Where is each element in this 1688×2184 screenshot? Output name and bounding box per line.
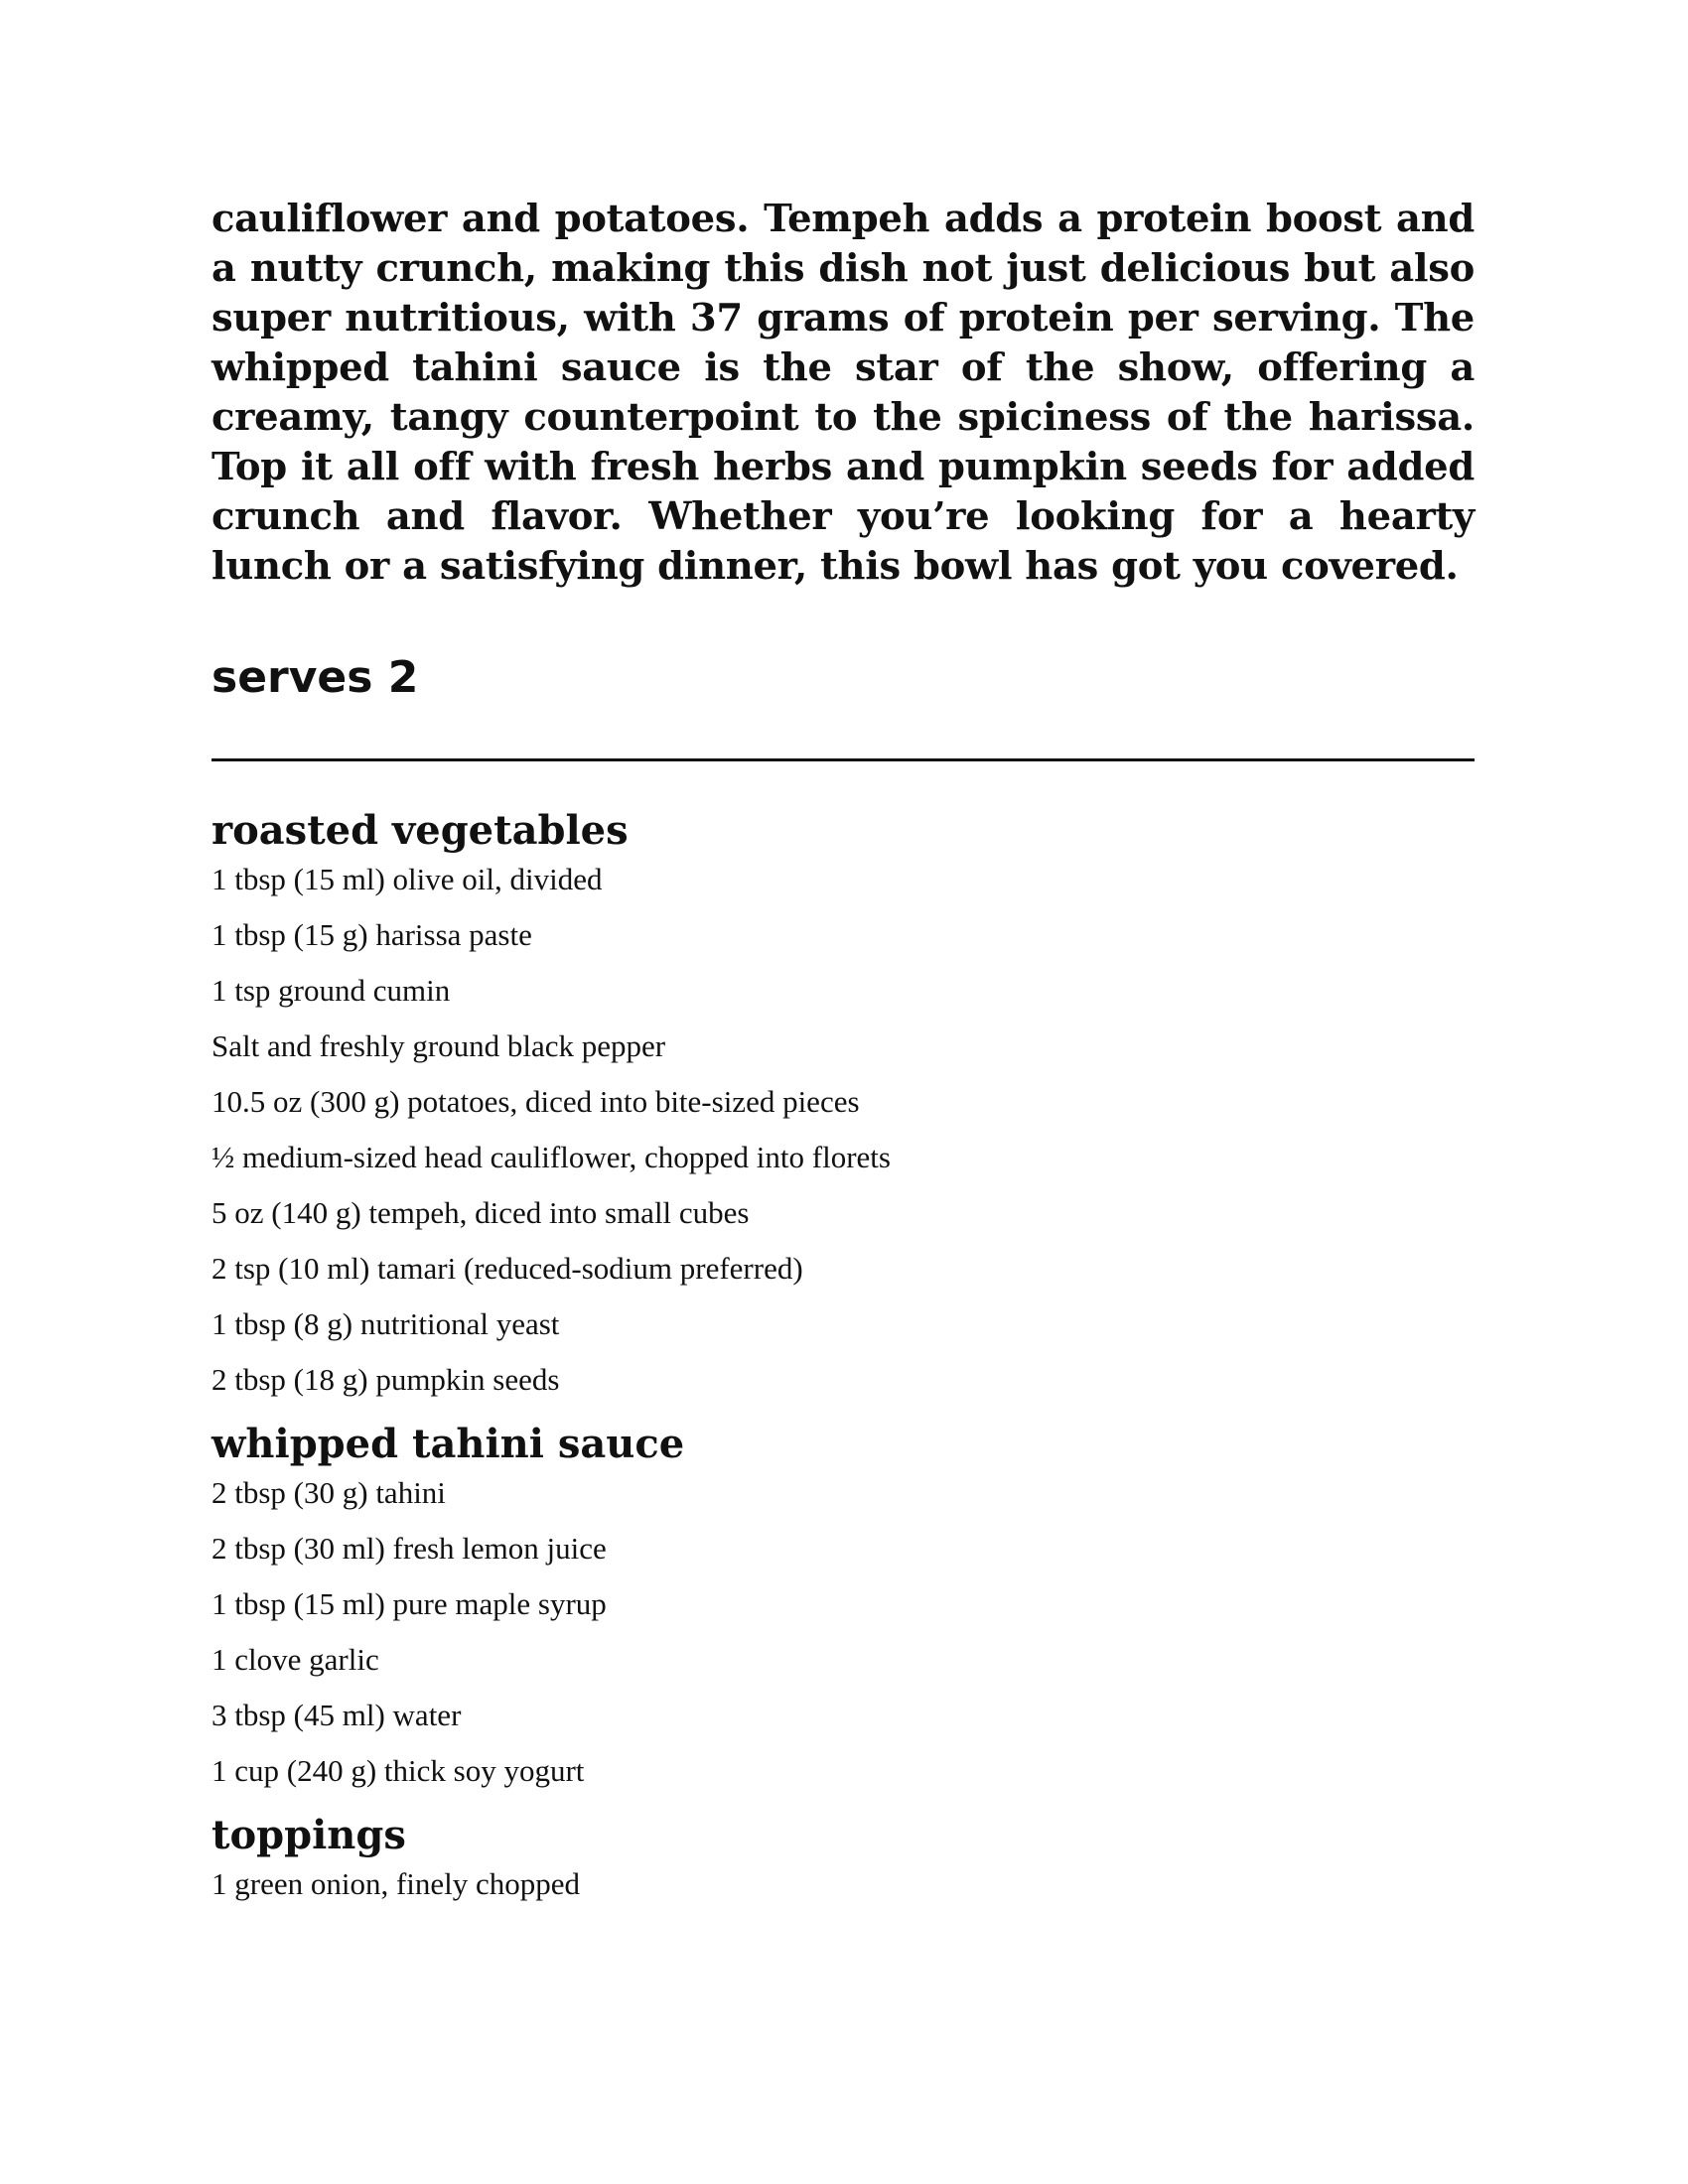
ingredient-item: Salt and freshly ground black pepper	[211, 1028, 666, 1063]
ingredient-list	[211, 863, 1475, 1397]
section-divider	[211, 758, 1475, 761]
ingredient-item: 1 green onion, finely chopped	[211, 1866, 581, 1901]
ingredient-item: ½ medium-sized head cauliflower, chopped into florets	[211, 1140, 891, 1174]
ingredient-item: 10.5 oz (300 g) potatoes, diced into bite-sized pieces	[211, 1084, 860, 1119]
recipe-page	[211, 195, 1475, 1923]
ingredient-item: 1 tbsp (8 g) nutritional yeast	[211, 1306, 560, 1341]
ingredient-item: 1 clove garlic	[211, 1642, 379, 1677]
section-whipped-tahini-sauce	[211, 1419, 1475, 1788]
ingredient-list	[211, 1867, 1475, 1901]
ingredient-item: 3 tbsp (45 ml) water	[211, 1698, 462, 1732]
ingredient-item: 1 tbsp (15 g) harissa paste	[211, 917, 532, 952]
ingredient-item: 1 tbsp (15 ml) olive oil, divided	[211, 862, 603, 896]
ingredient-item: 2 tbsp (30 g) tahini	[211, 1475, 446, 1510]
ingredient-list	[211, 1476, 1475, 1788]
ingredient-item: 2 tbsp (30 ml) fresh lemon juice	[211, 1531, 607, 1566]
intro-paragraph: cauliflower and potatoes. Tempeh adds a protein boost and a nutty crunch, making this dish not just delicious but also super nutritious, with 37 grams of protein per serving. The whipped tahini sauce is the star of the show, offering a creamy, tangy counterpoint to the spiciness of the harissa. Top it all off with fresh herbs and pumpkin seeds for added crunch and flavor. Whether you’re looking for a hearty lunch or a satisfying dinner, this bowl has got you covered.	[211, 197, 1475, 589]
section-roasted-vegetables	[211, 805, 1475, 1397]
section-title: toppings	[211, 1812, 406, 1858]
ingredient-item: 2 tsp (10 ml) tamari (reduced-sodium preferred)	[211, 1251, 803, 1286]
ingredient-item: 1 cup (240 g) thick soy yogurt	[211, 1753, 585, 1788]
section-title: roasted vegetables	[211, 807, 629, 854]
serves-heading: serves 2	[211, 652, 419, 703]
section-title: whipped tahini sauce	[211, 1421, 685, 1467]
ingredient-item: 2 tbsp (18 g) pumpkin seeds	[211, 1362, 560, 1397]
section-toppings	[211, 1810, 1475, 1901]
ingredient-item: 5 oz (140 g) tempeh, diced into small cubes	[211, 1195, 750, 1230]
ingredient-item: 1 tsp ground cumin	[211, 973, 451, 1008]
ingredient-item: 1 tbsp (15 ml) pure maple syrup	[211, 1586, 607, 1621]
